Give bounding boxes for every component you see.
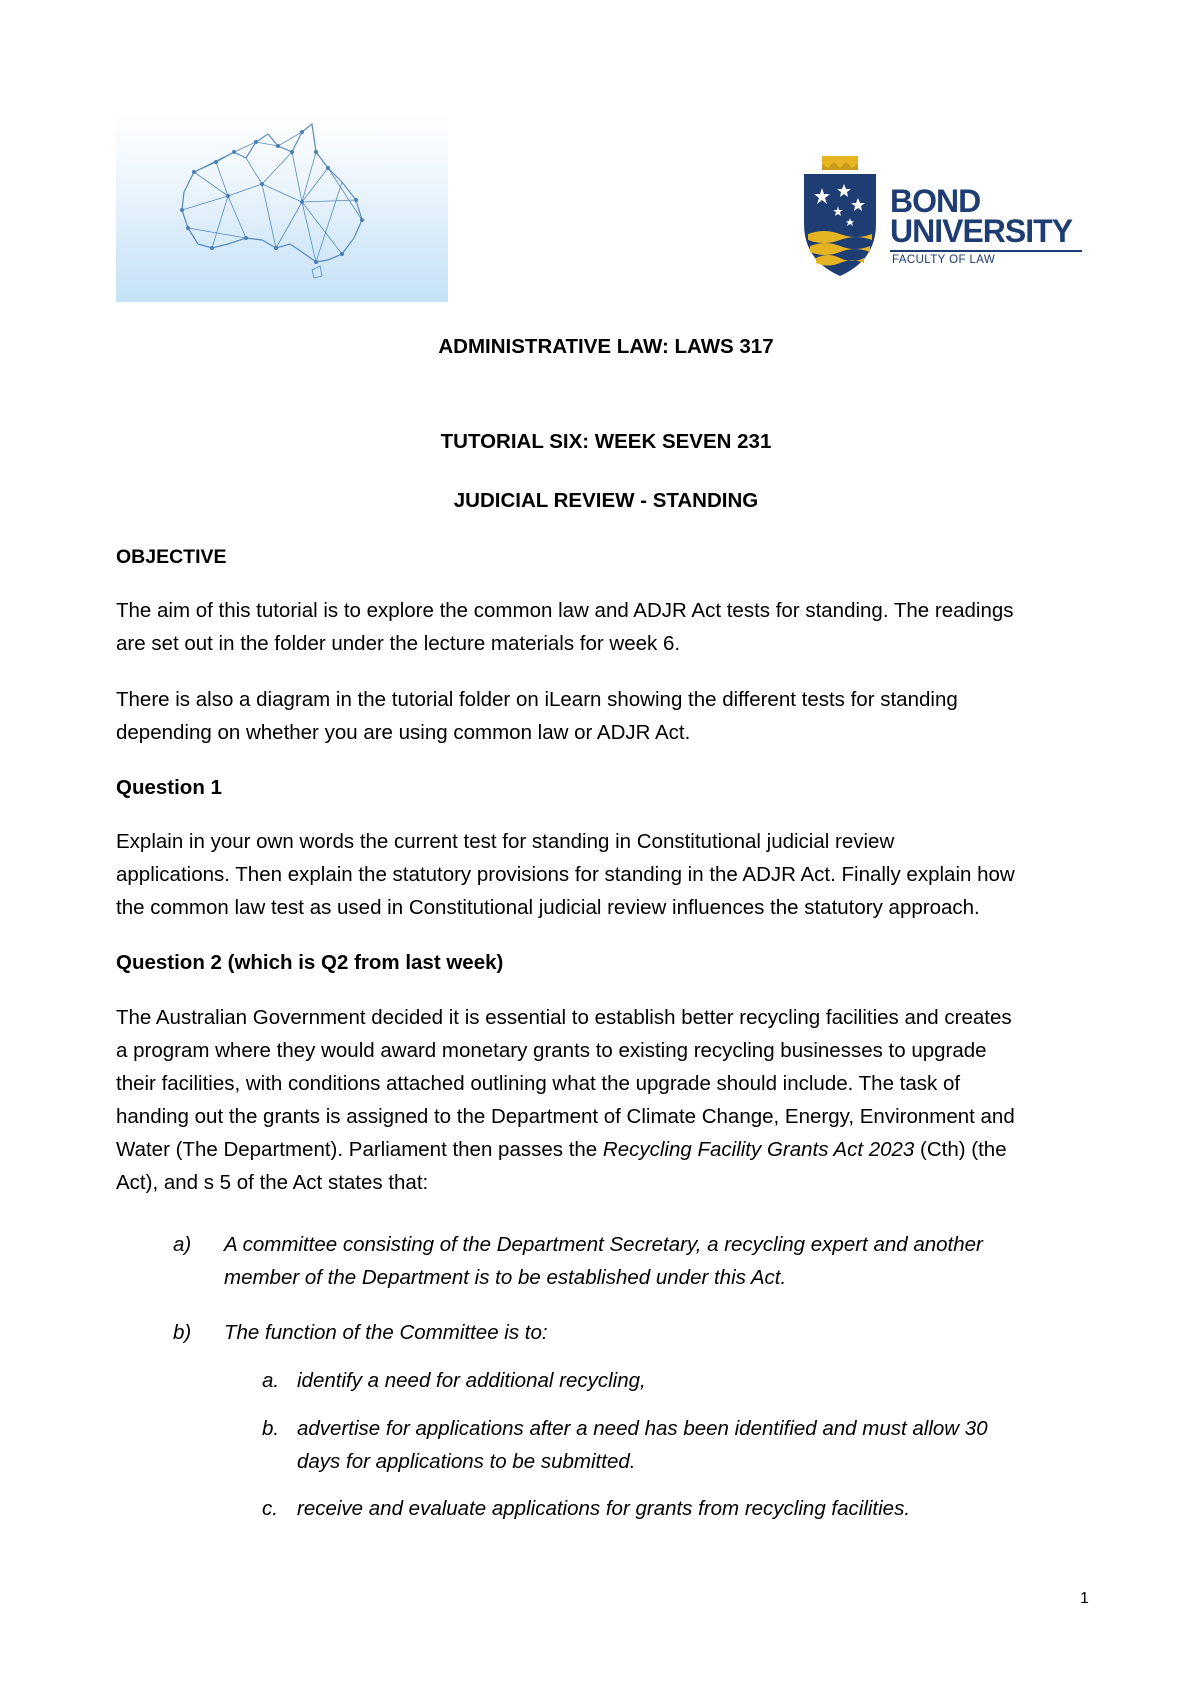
sub-item-label: c. xyxy=(262,1497,278,1520)
bond-logo-divider xyxy=(890,250,1082,252)
sub-item-line: identify a need for additional recycling, xyxy=(297,1369,646,1392)
list-item-line: member of the Department is to be established under this Act. xyxy=(224,1266,787,1289)
objective-paragraph-1 xyxy=(116,594,1106,660)
question-2-heading: Question 2 (which is Q2 from last week) xyxy=(116,951,504,974)
bond-logo-line1: BOND xyxy=(890,183,981,219)
australia-map-logo xyxy=(116,112,448,302)
sub-item xyxy=(297,1492,1097,1525)
line-text: (Cth) (the xyxy=(914,1138,1007,1161)
bond-crest-icon xyxy=(800,152,880,282)
course-title: ADMINISTRATIVE LAW: LAWS 317 xyxy=(438,335,774,358)
paragraph-line xyxy=(116,1133,1106,1166)
list-item-line: The function of the Committee is to: xyxy=(224,1321,548,1344)
paragraph-line: The Australian Government decided it is essential to establish better recycling facilities and creates xyxy=(116,1006,1012,1029)
question-2-text xyxy=(116,1001,1106,1199)
paragraph-line: depending on whether you are using common law or ADJR Act. xyxy=(116,721,691,744)
sub-item-label: a. xyxy=(262,1369,280,1392)
list-item xyxy=(224,1228,1104,1294)
tutorial-title: TUTORIAL SIX: WEEK SEVEN 231 xyxy=(440,430,772,453)
paragraph-line: the common law test as used in Constitutional judicial review influences the statutory approach. xyxy=(116,896,980,919)
line-text: Water (The Department). Parliament then passes the xyxy=(116,1138,603,1161)
list-item xyxy=(224,1316,1104,1349)
paragraph-line: a program where they would award monetary grants to existing recycling businesses to upgrade xyxy=(116,1039,987,1062)
page-number: 1 xyxy=(1080,1590,1089,1607)
bond-logo-subline: FACULTY OF LAW xyxy=(892,254,996,266)
sub-item-line: days for applications to be submitted. xyxy=(297,1450,636,1473)
objective-heading: OBJECTIVE xyxy=(116,546,227,568)
paragraph-line: Act), and s 5 of the Act states that: xyxy=(116,1171,429,1194)
bond-logo-line2: UNIVERSITY xyxy=(890,213,1073,249)
list-item-label: b) xyxy=(173,1321,192,1344)
paragraph-line: There is also a diagram in the tutorial folder on iLearn showing the different tests for standing xyxy=(116,688,958,711)
bond-logo-wordmark xyxy=(890,183,1073,249)
list-item-line: A committee consisting of the Department Secretary, a recycling expert and another xyxy=(224,1233,983,1256)
bond-university-logo xyxy=(800,152,1080,282)
question-1-text xyxy=(116,825,1106,924)
list-item-label: a) xyxy=(173,1233,192,1256)
paragraph-line: their facilities, with conditions attached outlining what the upgrade should include. The task of xyxy=(116,1072,961,1095)
sub-item xyxy=(297,1364,1097,1397)
sub-item-label: b. xyxy=(262,1417,280,1440)
question-1-heading: Question 1 xyxy=(116,776,222,799)
paragraph-line: The aim of this tutorial is to explore the common law and ADJR Act tests for standing. The readings xyxy=(116,599,1014,622)
sub-item-line: receive and evaluate applications for grants from recycling facilities. xyxy=(297,1497,911,1520)
paragraph-line: handing out the grants is assigned to the Department of Climate Change, Energy, Environment and xyxy=(116,1105,1015,1128)
objective-paragraph-2 xyxy=(116,683,1106,749)
act-name: Recycling Facility Grants Act 2023 xyxy=(602,1138,915,1161)
topic-title: JUDICIAL REVIEW - STANDING xyxy=(453,489,759,512)
paragraph-line: applications. Then explain the statutory provisions for standing in the ADJR Act. Finally explain how xyxy=(116,863,1015,886)
paragraph-line: Explain in your own words the current test for standing in Constitutional judicial review xyxy=(116,830,895,853)
sub-item xyxy=(297,1412,1097,1478)
sub-item-line: advertise for applications after a need has been identified and must allow 30 xyxy=(297,1417,988,1440)
paragraph-line: are set out in the folder under the lecture materials for week 6. xyxy=(116,632,681,655)
